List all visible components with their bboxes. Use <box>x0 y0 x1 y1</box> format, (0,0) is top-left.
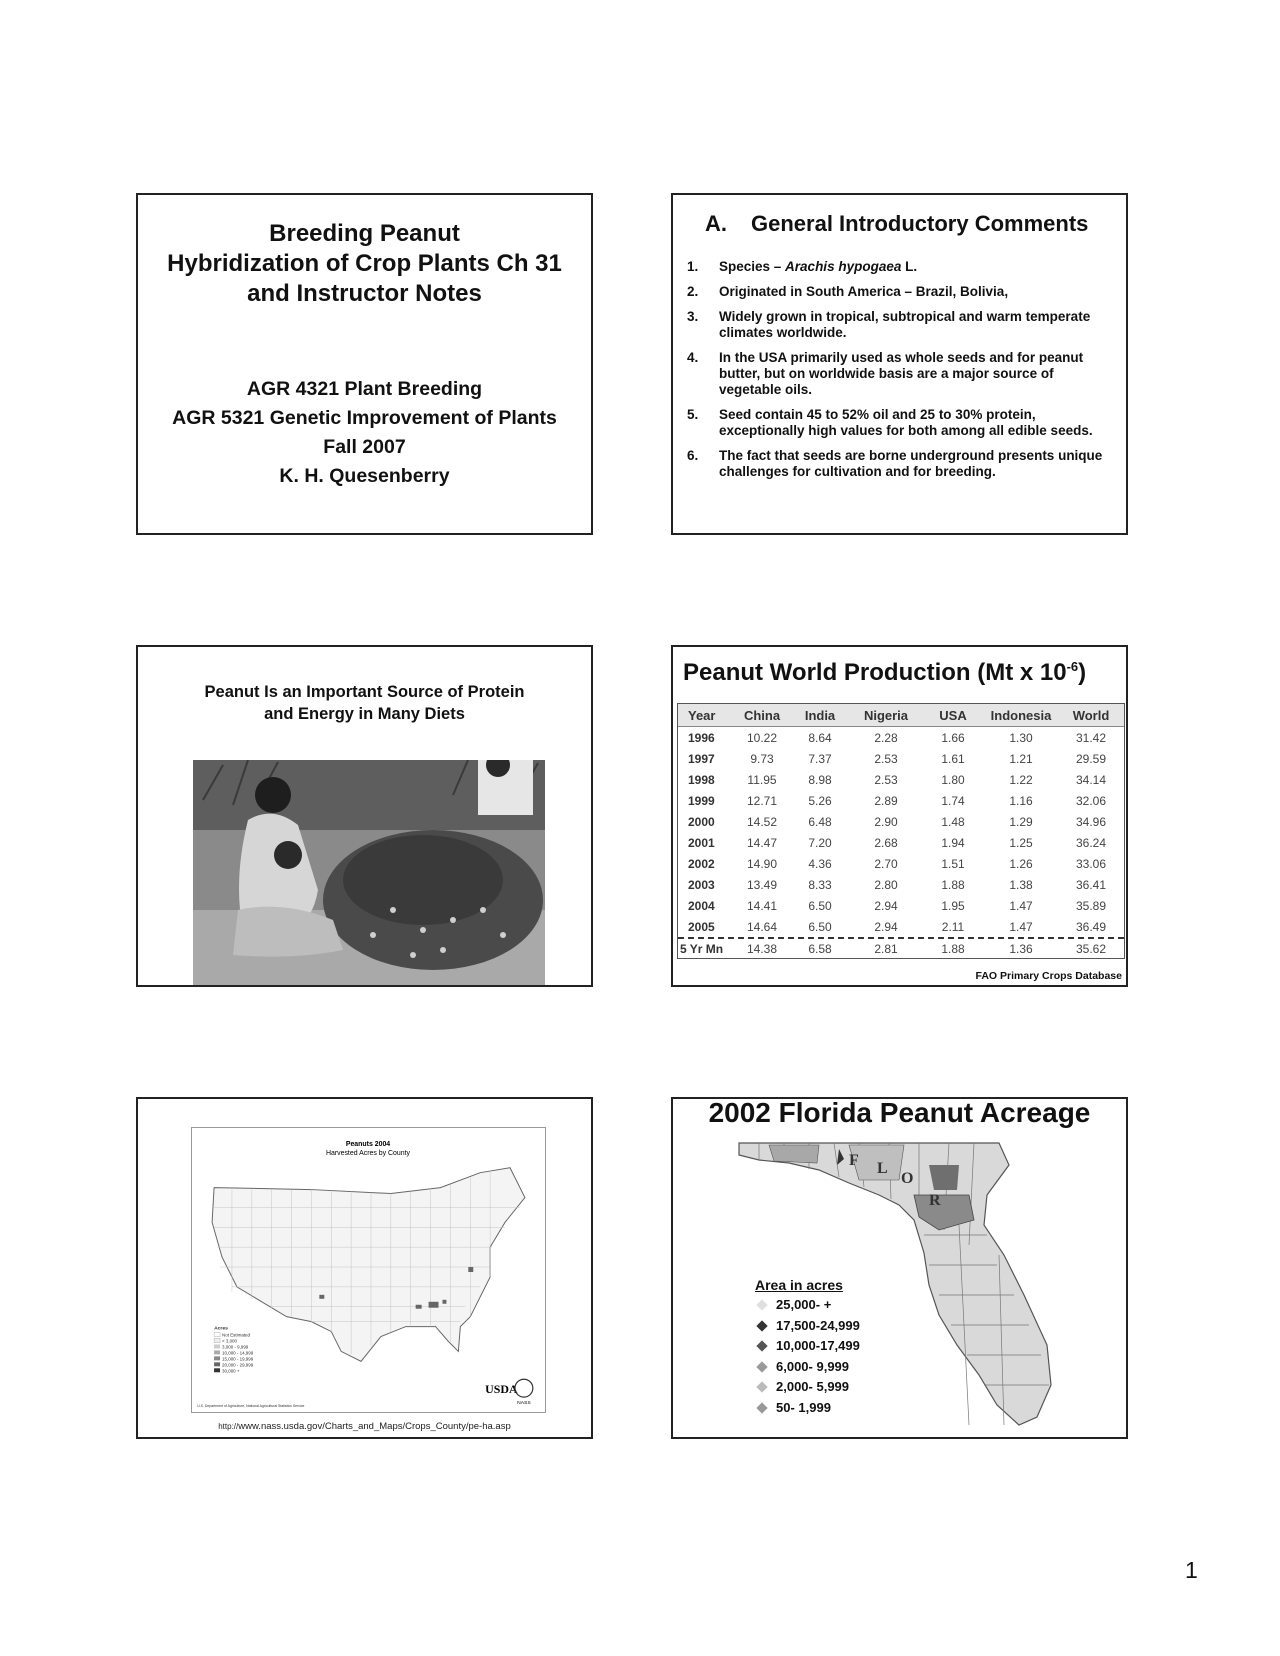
title-line: and Instructor Notes <box>247 280 482 307</box>
table-row <box>678 748 1124 769</box>
table-cell: 2.90 <box>874 814 898 829</box>
url-prefix: http:// <box>218 1422 239 1431</box>
instructor: K. H. Quesenberry <box>279 465 450 487</box>
slide-us-map <box>136 1097 593 1439</box>
col-header: USA <box>939 707 967 723</box>
title-line: Breeding Peanut <box>269 220 460 247</box>
title-line: Peanut Is an Important Source of Protein <box>204 683 525 701</box>
page-number: 1 <box>1185 1557 1198 1583</box>
row-label: 1996 <box>688 730 715 745</box>
table-cell: 2.94 <box>874 898 898 913</box>
table-row <box>678 874 1124 895</box>
table-cell: 2.53 <box>874 751 898 766</box>
legend-item: 3,000 - 9,999 <box>222 1344 249 1350</box>
row-label: 2003 <box>688 877 715 892</box>
legend-item <box>755 1357 879 1378</box>
table-cell: 2.11 <box>941 919 965 934</box>
legend-swatch-icon <box>756 1402 767 1413</box>
table-row <box>678 727 1124 748</box>
table-cell: 1.88 <box>941 941 965 956</box>
table-summary-row <box>678 937 1124 958</box>
table-cell: 1.26 <box>1009 856 1033 871</box>
item-number: 2. <box>687 284 699 299</box>
table-cell: 8.64 <box>808 730 832 745</box>
table-cell: 1.47 <box>1009 898 1033 913</box>
legend-item: 10,000 - 14,999 <box>222 1350 254 1356</box>
table-cell: 14.90 <box>746 856 778 871</box>
legend-swatch-icon <box>756 1341 767 1352</box>
table-cell: 9.73 <box>750 751 774 766</box>
table-cell: 2.53 <box>874 772 898 787</box>
item-number: 6. <box>687 448 699 463</box>
table-row <box>678 853 1124 874</box>
list-item <box>687 284 1117 300</box>
legend-label: 2,000- 5,999 <box>776 1379 850 1394</box>
course-info <box>138 375 591 491</box>
table-cell: 8.33 <box>808 877 832 892</box>
table-header <box>678 704 1124 727</box>
item-text-post: L. <box>901 259 918 274</box>
section-letter: A. <box>705 211 727 236</box>
table-cell: 1.66 <box>941 730 965 745</box>
table-cell: 6.58 <box>808 941 832 956</box>
table-cell: 33.06 <box>1075 856 1107 871</box>
table-cell: 2.80 <box>874 877 898 892</box>
item-text <box>719 259 1117 275</box>
map-letter: L <box>877 1160 888 1177</box>
legend-swatch-icon <box>756 1300 767 1311</box>
list-item <box>687 309 1117 341</box>
table-cell: 34.96 <box>1075 814 1107 829</box>
title-close: ) <box>1078 659 1087 686</box>
table-cell: 2.28 <box>874 730 898 745</box>
table-cell: 2.94 <box>874 919 898 934</box>
legend-label: 50- 1,999 <box>776 1399 831 1415</box>
map-letter: O <box>901 1170 914 1187</box>
table-cell: 36.24 <box>1075 835 1107 850</box>
table-row <box>678 790 1124 811</box>
item-number: 3. <box>687 309 699 324</box>
course-5321: AGR 5321 Genetic Improvement of Plants <box>172 407 557 429</box>
legend-item: Not Estimated <box>222 1332 251 1338</box>
col-header: Year <box>688 707 716 723</box>
legend-title: Acres <box>214 1326 228 1332</box>
legend-swatch-icon <box>756 1382 767 1393</box>
nass-logo <box>515 1379 533 1397</box>
legend-title: Area in acres <box>755 1277 843 1293</box>
legend-label: 25,000- + <box>776 1297 832 1312</box>
table-cell: 12.71 <box>746 793 778 808</box>
section-title: General Introductory Comments <box>751 211 1089 236</box>
acreage-legend <box>751 1273 883 1422</box>
table-cell: 7.20 <box>808 835 832 850</box>
col-header: Indonesia <box>990 707 1052 723</box>
legend-item <box>755 1316 879 1337</box>
row-label: 5 Yr Mn <box>680 941 724 956</box>
row-label: 2001 <box>688 835 715 850</box>
list-item <box>687 259 1117 275</box>
list-item <box>687 350 1117 398</box>
table-cell: 1.74 <box>941 793 965 808</box>
table-row <box>678 916 1124 937</box>
table-cell: 6.48 <box>808 814 832 829</box>
legend-item: < 3,000 <box>222 1338 238 1344</box>
table-cell: 1.51 <box>941 856 965 871</box>
table-cell: 11.95 <box>747 772 777 787</box>
item-number: 5. <box>687 407 699 422</box>
slide-title-heading <box>138 219 591 309</box>
table-cell: 6.50 <box>808 919 832 934</box>
legend-item: 15,000 - 19,999 <box>222 1356 254 1362</box>
item-text: Seed contain 45 to 52% oil and 25 to 30% protein, exceptionally high values for both among all edible seeds. <box>719 407 1093 438</box>
table-cell: 14.64 <box>746 919 778 934</box>
legend-label: 6,000- 9,999 <box>776 1358 850 1374</box>
legend-label: 10,000-17,499 <box>776 1338 860 1353</box>
table-cell: 2.89 <box>874 793 898 808</box>
url-text: www.nass.usda.gov/Charts_and_Maps/Crops_County/pe-ha.asp <box>238 1421 511 1432</box>
slide-world-production <box>671 645 1128 987</box>
table-cell: 1.22 <box>1009 772 1033 787</box>
item-number: 1. <box>687 259 699 274</box>
slide-protein-source <box>136 645 593 987</box>
item-text-pre: Species – <box>719 259 786 274</box>
table-cell: 34.14 <box>1075 772 1107 787</box>
table-cell: 1.16 <box>1009 793 1033 808</box>
table-cell: 1.88 <box>941 877 965 892</box>
row-label: 1997 <box>688 751 715 766</box>
table-cell: 8.98 <box>808 772 832 787</box>
row-label: 2004 <box>688 898 715 913</box>
table-cell: 5.26 <box>808 793 832 808</box>
table-cell: 10.22 <box>746 730 778 745</box>
item-text: Widely grown in tropical, subtropical and warm temperate climates worldwide. <box>719 309 1091 340</box>
table-row <box>678 769 1124 790</box>
row-label: 2005 <box>688 919 715 934</box>
map-letter: R <box>929 1192 941 1209</box>
legend-swatch-icon <box>756 1361 767 1372</box>
table-cell: 1.38 <box>1009 877 1033 892</box>
table-cell: 2.68 <box>874 835 898 850</box>
table-cell: 6.50 <box>808 898 832 913</box>
legend-item <box>755 1377 879 1398</box>
table-cell: 1.95 <box>941 898 965 913</box>
usda-logo: USDA <box>485 1382 518 1397</box>
source-url <box>138 1421 591 1432</box>
table-cell: 1.21 <box>1009 751 1033 766</box>
table-cell: 14.38 <box>746 941 778 956</box>
table-cell: 1.48 <box>941 814 965 829</box>
row-label: 2002 <box>688 856 715 871</box>
col-header: World <box>1072 707 1110 723</box>
col-header: China <box>743 707 781 723</box>
table-cell: 29.59 <box>1075 751 1107 766</box>
table-cell: 35.89 <box>1075 898 1107 913</box>
legend-item: 20,000 - 29,999 <box>222 1362 254 1368</box>
map-footnote: U.S. Department of Agriculture, National Agricultural Statistics Service <box>197 1404 305 1409</box>
table-cell: 7.37 <box>808 751 832 766</box>
table-cell: 14.41 <box>746 898 778 913</box>
table-cell: 14.52 <box>746 814 778 829</box>
table-cell: 1.61 <box>941 751 965 766</box>
table-row <box>678 811 1124 832</box>
row-label: 1999 <box>688 793 715 808</box>
row-label: 1998 <box>688 772 715 787</box>
us-peanut-map <box>191 1127 546 1413</box>
data-source: FAO Primary Crops Database <box>975 970 1122 982</box>
row-label: 2000 <box>688 814 715 829</box>
term: Fall 2007 <box>323 436 406 458</box>
harvest-photo <box>193 760 545 987</box>
map-subtitle: Harvested Acres by County <box>325 1149 411 1157</box>
table-cell: 13.49 <box>746 877 778 892</box>
legend-swatch-icon <box>756 1320 767 1331</box>
table-cell: 32.06 <box>1075 793 1107 808</box>
table-cell: 31.42 <box>1075 730 1107 745</box>
legend-item <box>755 1295 879 1316</box>
map-title: Peanuts 2004 <box>345 1140 391 1148</box>
legend-item <box>755 1398 879 1419</box>
slide-heading <box>705 211 1088 237</box>
item-text: In the USA primarily used as whole seeds and for peanut butter, but on worldwide basis are a major source of vegetable oils. <box>719 350 1084 397</box>
table-cell: 2.81 <box>874 941 898 956</box>
title-line: and Energy in Many Diets <box>264 705 465 723</box>
table-row <box>678 832 1124 853</box>
title-exponent: -6 <box>1066 659 1079 674</box>
map-letter: F <box>849 1152 859 1169</box>
legend-label: 17,500-24,999 <box>776 1317 860 1333</box>
table-cell: 2.70 <box>874 856 898 871</box>
slide-general-comments <box>671 193 1128 535</box>
table-cell: 36.49 <box>1075 919 1107 934</box>
list-item <box>687 448 1117 480</box>
title-text: Peanut World Production (Mt x 10 <box>683 659 1067 686</box>
table-cell: 1.47 <box>1009 919 1033 934</box>
slide-florida-acreage <box>671 1097 1128 1439</box>
col-header: Nigeria <box>863 707 909 723</box>
table-cell: 1.80 <box>941 772 965 787</box>
list-item <box>687 407 1117 439</box>
course-4321: AGR 4321 Plant Breeding <box>246 378 483 400</box>
table-cell: 1.30 <box>1009 730 1033 745</box>
nass-label: NASS <box>517 1401 531 1407</box>
legend-item: 30,000 + <box>222 1368 240 1374</box>
comments-list <box>687 259 1117 489</box>
table-cell: 1.36 <box>1009 941 1033 956</box>
slide-heading <box>683 659 1086 687</box>
table-cell: 1.94 <box>941 835 965 850</box>
table-cell: 4.36 <box>808 856 832 871</box>
species-name: Arachis hypogaea <box>785 259 902 274</box>
table-cell: 36.41 <box>1075 877 1107 892</box>
slide-heading: 2002 Florida Peanut Acreage <box>708 1097 1091 1128</box>
legend-item <box>755 1336 879 1357</box>
table-cell: 14.47 <box>746 835 778 850</box>
table-cell: 1.29 <box>1009 814 1033 829</box>
table-cell: 1.25 <box>1009 835 1033 850</box>
production-table <box>677 703 1125 959</box>
slide-heading <box>138 681 591 725</box>
item-text: The fact that seeds are borne underground presents unique challenges for cultivation and for breeding. <box>719 448 1103 479</box>
slide-title <box>136 193 593 535</box>
table-cell: 35.62 <box>1075 941 1107 956</box>
col-header: India <box>804 707 836 723</box>
item-text: Originated in South America – Brazil, Bolivia, <box>719 284 1009 299</box>
item-number: 4. <box>687 350 699 365</box>
title-line: Hybridization of Crop Plants Ch 31 <box>167 250 562 277</box>
table-row <box>678 895 1124 916</box>
